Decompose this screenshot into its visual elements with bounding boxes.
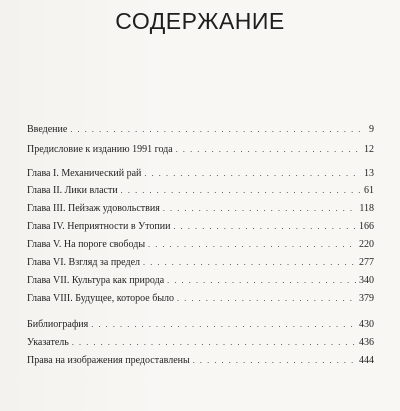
dot-leader	[121, 184, 361, 198]
toc-entry[interactable]	[27, 256, 374, 270]
toc-entry-page: 444	[359, 355, 374, 366]
toc-entry-label: Глава II. Лики власти	[27, 185, 118, 196]
toc-entry-label: Глава I. Механический рай	[27, 168, 142, 179]
toc-entry[interactable]	[27, 336, 374, 350]
toc-entry[interactable]	[27, 318, 374, 332]
toc-entry-label: Библиография	[27, 319, 89, 330]
toc-entry[interactable]	[27, 354, 374, 368]
page-title: СОДЕРЖАНИЕ	[115, 8, 285, 34]
toc-entry[interactable]	[27, 202, 374, 216]
toc-entry-label: Предисловие к изданию 1991 года	[27, 144, 173, 155]
toc-entry-label: Глава III. Пейзаж удовольствия	[27, 203, 160, 214]
toc-entry-page: 9	[369, 124, 374, 135]
toc-entry-page: 61	[364, 185, 374, 196]
toc-entry-page: 166	[359, 221, 374, 232]
toc-entry-page: 430	[359, 319, 374, 330]
toc-entry-label: Введение	[27, 124, 68, 135]
toc-entry-label: Глава VII. Культура как природа	[27, 275, 165, 286]
toc-entry-label: Глава VI. Взгляд за предел	[27, 257, 140, 268]
toc-entry-page: 340	[359, 275, 374, 286]
dot-leader	[70, 123, 366, 137]
dot-leader	[176, 143, 361, 157]
toc-entry[interactable]	[27, 274, 374, 288]
dot-leader	[143, 256, 356, 270]
dot-leader	[148, 238, 356, 252]
toc-entry[interactable]	[27, 167, 374, 181]
toc-entry-page: 12	[364, 144, 374, 155]
toc-entry[interactable]	[27, 184, 374, 198]
toc-entry-label: Глава VIII. Будущее, которое было	[27, 293, 175, 304]
dot-leader	[193, 354, 356, 368]
toc-entry-label: Глава IV. Неприятности в Утопии	[27, 221, 171, 232]
toc-entry[interactable]	[27, 123, 374, 137]
dot-leader	[144, 167, 361, 181]
toc-entry-label: Глава V. На пороге свободы	[27, 239, 146, 250]
toc-entry[interactable]	[27, 143, 374, 157]
toc-entry-label: Указатель	[27, 337, 69, 348]
dot-leader	[91, 318, 356, 332]
dot-leader	[177, 292, 356, 306]
toc-entry-page: 277	[359, 257, 374, 268]
toc-entry-page: 379	[359, 293, 374, 304]
dot-leader	[72, 336, 356, 350]
toc-entry-label: Права на изображения предоставлены	[27, 355, 190, 366]
dot-leader	[167, 274, 356, 288]
toc-entry[interactable]	[27, 292, 374, 306]
toc-entry[interactable]	[27, 220, 374, 234]
dot-leader	[173, 220, 356, 234]
toc-entry[interactable]	[27, 238, 374, 252]
toc-entry-page: 118	[359, 203, 374, 214]
toc-entry-page: 13	[364, 168, 374, 179]
toc-entry-page: 436	[359, 337, 374, 348]
toc-entry-page: 220	[359, 239, 374, 250]
dot-leader	[163, 202, 357, 216]
